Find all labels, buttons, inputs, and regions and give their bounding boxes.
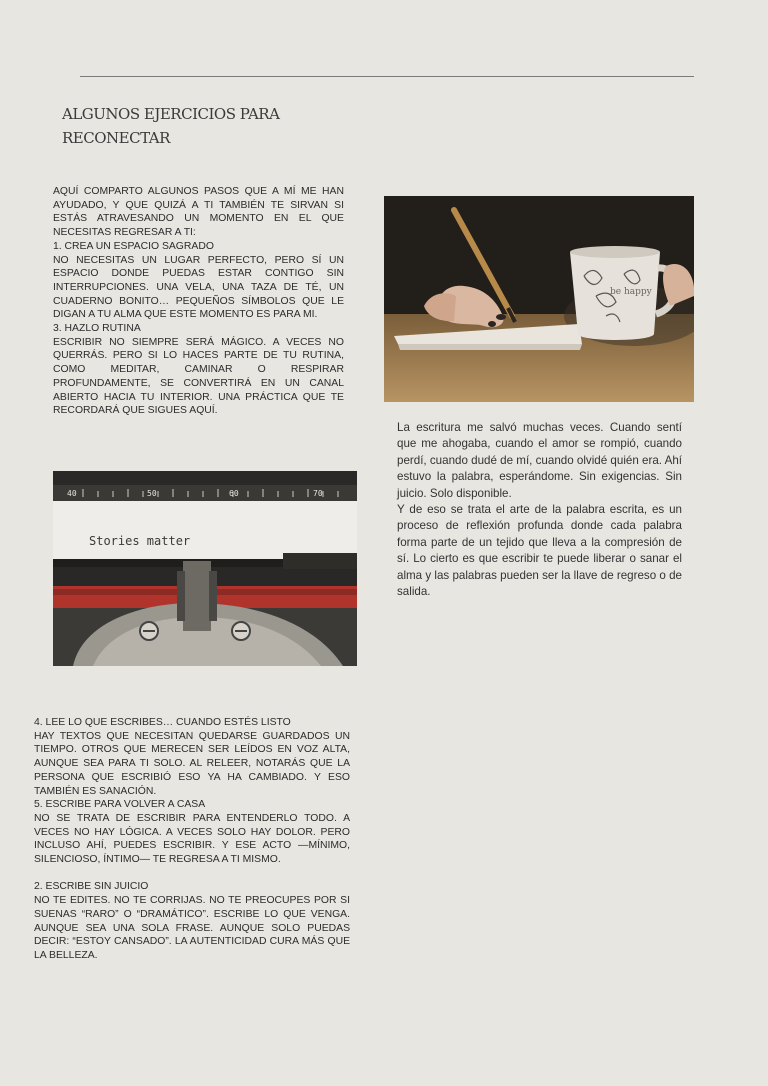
right-paragraph-2: Y de eso se trata el arte de la palabra escrita, es un proceso de reflexión profunda donde cada palabra forma parte de un tejido que lleva a la compresión de sí. Lo cierto es que escribir te puede liberar o sanar el alma y las palabras pueden ser la llave de regreso o de salida. <box>397 503 682 599</box>
step-heading-3: 3. HAZLO RUTINA <box>53 323 141 335</box>
scale-number-60: 60 <box>229 489 239 498</box>
step-body-3: ESCRIBIR NO SIEMPRE SERÁ MÁGICO. A VECES NO QUERRÁS. PERO SI LO HACES PARTE DE TU RUTINA, COMO MEDITAR, CAMINAR O RESPIRAR PROFUNDAMENTE, SE CONVERTIRÁ EN UN CANAL ABIERTO HACIA TU INTERIOR. UNA PRÁCTICA QUE TE RECORDARÁ QUE SIGUES AQUÍ. <box>53 336 344 417</box>
scale-number-40: 40 <box>67 489 77 498</box>
step-heading-5: 5. ESCRIBE PARA VOLVER A CASA <box>34 799 206 811</box>
paragraph-gap <box>34 867 350 881</box>
writing-photo <box>384 196 694 402</box>
step-heading-2: 2. ESCRIBE SIN JUICIO <box>34 881 149 893</box>
scale-number-70: 70 <box>313 489 323 498</box>
right-column <box>397 420 682 600</box>
step-body-2: NO TE EDITES. NO TE CORRIJAS. NO TE PREOCUPES POR SI SUENAS “RARO” O “DRAMÁTICO”. ESCRIBE LO QUE VENGA. AUNQUE SEA UNA SOLA FRASE. AUNQUE SOLO PUEDAS DECIR: “ESTOY CANSADO”. LA AUTENTICIDAD CURA MÁS QUE LA BELLEZA. <box>34 895 350 961</box>
right-paragraph-1: La escritura me salvó muchas veces. Cuando sentí que me ahogaba, cuando el amor se rompió, cuando perdí, cuando dudé de mí, cuando olvidé quién era. Ahí estuvo la palabra, esperándome. Sin exigencias. Sin juicio. Solo disponible. <box>397 421 682 500</box>
scale-number-50: 50 <box>147 489 157 498</box>
step-body-1: NO NECESITAS UN LUGAR PERFECTO, PERO SÍ UN ESPACIO DONDE PUEDAS ESTAR CONTIGO SIN INTERRUPCIONES. UNA VELA, UNA TAZA DE TÉ, UN CUADERNO BONITO… PEQUEÑOS SÍMBOLOS QUE LE DIGAN A TU ALMA QUE ESTE MOMENTO ES PARA MI. <box>53 254 344 321</box>
step-heading-4: 4. LEE LO QUE ESCRIBES… CUANDO ESTÉS LISTO <box>34 717 291 728</box>
step-heading-1: 1. CREA UN ESPACIO SAGRADO <box>53 240 214 252</box>
writing-photo-illustration <box>384 196 694 402</box>
typewriter-photo <box>53 471 357 666</box>
intro-paragraph: AQUÍ COMPARTO ALGUNOS PASOS QUE A MÍ ME HAN AYUDADO, Y QUE QUIZÁ A TI TAMBIÉN TE SIRVAN SI ESTÁS ATRAVESANDO UN MOMENTO EN EL QUE NECESITAS REGRESAR A TI: <box>53 186 344 239</box>
top-divider <box>80 76 694 77</box>
section-title: ALGUNOS EJERCICIOS PARA RECONECTAR <box>62 105 280 147</box>
mug-text: be happy <box>610 287 652 297</box>
intro-column <box>53 185 344 418</box>
step-body-5: NO SE TRATA DE ESCRIBIR PARA ENTENDERLO TODO. A VECES NO HAY LÓGICA. A VECES SOLO HAY DOLOR. PERO INCLUSO AHÍ, PUEDES ESCRIBIR. Y ESE ACTO —MÍNIMO, SILENCIOSO, ÍNTIMO— TE REGRESA A TI MISMO. <box>34 812 350 866</box>
typewriter-photo-illustration <box>53 471 357 666</box>
lower-column <box>34 716 350 963</box>
typed-text: Stories matter <box>89 534 191 548</box>
step-body-4: HAY TEXTOS QUE NECESITAN QUEDARSE GUARDADOS UN TIEMPO. OTROS QUE MERECEN SER LEÍDOS EN VOZ ALTA, AUNQUE SEA PARA TI SOLO. AL RELEER, NOTARÁS QUE LA PERSONA QUE ESCRIBIÓ ESO YA HA CAMBIADO. Y ESO TAMBIÉN ES SANACIÓN. <box>34 730 350 797</box>
